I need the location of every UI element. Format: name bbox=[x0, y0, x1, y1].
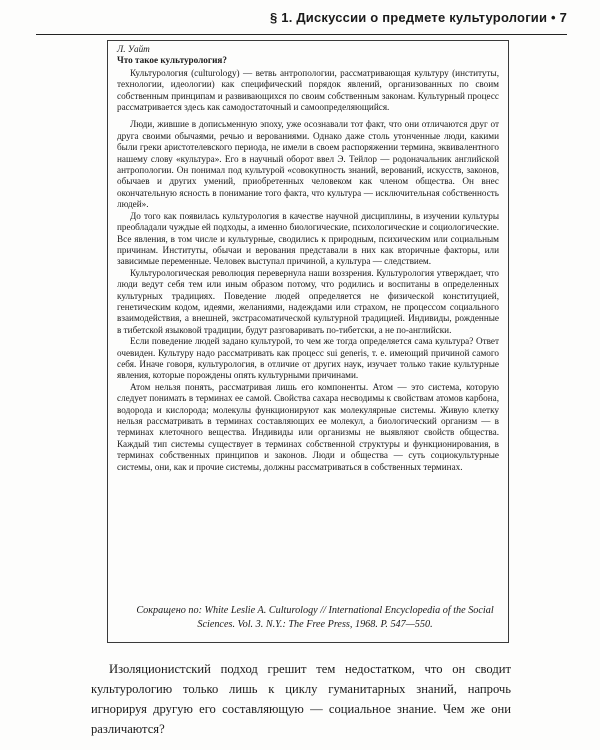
inset-paragraph: Атом нельзя понять, рассматривая лишь его компоненты. Атом — это система, которую следует понимать в терминах ее самой. Свойства сахара несводимы к свойствам атомов карбона, водорода и кислорода; молекулы функционируют как молекулярные системы. Живую клетку нельзя рассматривать в терминах составляющих ее молекул, а биологический организм — в терминах клеточного вещества. Индивиды или организмы не выявляют свойств общества. Каждый тип системы существует в терминах собственной структуры и функционирования, в терминах собственных принципов и законов. Люди и общества — суть социокультурные системы, они, как и прочие системы, должны рассматриваться в собственных терминах. bbox=[117, 381, 499, 472]
inset-paragraph: Если поведение людей задано культурой, то чем же тогда определяется сама культура? Ответ очевиден. Культуру надо рассматривать как процесс sui generis, т. е. имеющий причиной самого себя. Иначе говоря, культурология, в отличие от других наук, изучает только такие культурные явления, которые порождены опять культурными причинами. bbox=[117, 336, 499, 381]
running-title: § 1. Дискуссии о предмете культурологии • 7 bbox=[270, 10, 567, 25]
inset-author: Л. Уайт bbox=[117, 44, 150, 54]
page-header bbox=[0, 10, 600, 30]
inset-paragraph: Культурология (culturology) — ветвь антропологии, рассматривающая культуру (институты, технологии, идеологии) как специфический порядок явлений, организованных по своим собственным принципам и развивающихся по своим собственным законам. Культурный процесс рассматривается здесь как самодостаточный и самоопределяющийся. bbox=[117, 67, 499, 113]
inset-paragraph: Культурологическая революция перевернула наши воззрения. Культурология утверждает, что люди ведут себя тем или иным образом потому, что родились и воспитаны в определенных культурных традициях. Поведение людей определяется не физической конституцией, генетическим кодом, идеями, желаниями, надеждами или страхом, не процессом социального взаимодействия, а внешней, экстрасоматической культурной традицией. Индивиды, рожденные в тибетской языковой традиции, будут разговаривать по-тибетски, а не по-английски. bbox=[117, 267, 499, 335]
inset-subtitle: Что такое культурология? bbox=[117, 55, 227, 66]
main-paragraph: Изоляционистский подход грешит тем недостатком, что он сводит культурологию только лишь к циклу гуманитарных знаний, напрочь игнорируя другую его составляющую — социальное знание. Чем же они различаются? bbox=[91, 662, 511, 736]
header-rule bbox=[36, 34, 567, 35]
inset-source-citation: Сокращено по: White Leslie A. Culturology // International Encyclopedia of the Social Sciences. Vol. 3. N.Y.: The Free Press, 1968. P. 547—550. bbox=[136, 605, 494, 630]
inset-paragraph: До того как появилась культурология в качестве научной дисциплины, в изучении культуры преобладали чуждые ей подходы, а именно биологические, психологические и социологические. Все явления, в том числе и культурные, сводились к природным, психическим или социальным причинам. Институты, обычаи и верования представали в них как вторичные факторы, или зависимые переменные. Человек выступал причиной, а культура — следствием. bbox=[117, 210, 499, 267]
inset-text-block bbox=[117, 44, 499, 473]
inset-paragraph: Люди, жившие в дописьменную эпоху, уже осознавали тот факт, что они отличаются друг от друга своими обычаями, речью и верованиями. Однако даже столь утонченные люди, какими были греки аристотелевского периода, не имели в своем распоряжении термина, эквивалентного нашему слову «культура». Его в научный оборот ввел Э. Тейлор — родоначальник английской антропологии. Он понимал под культурой «совокупность знаний, верований, искусств, законов, обычаев и других умений, приобретенных человеком как членом общества. Он внес окончательную ясность в понимание того факта, что культура — исключительная собственность людей». bbox=[117, 119, 499, 210]
